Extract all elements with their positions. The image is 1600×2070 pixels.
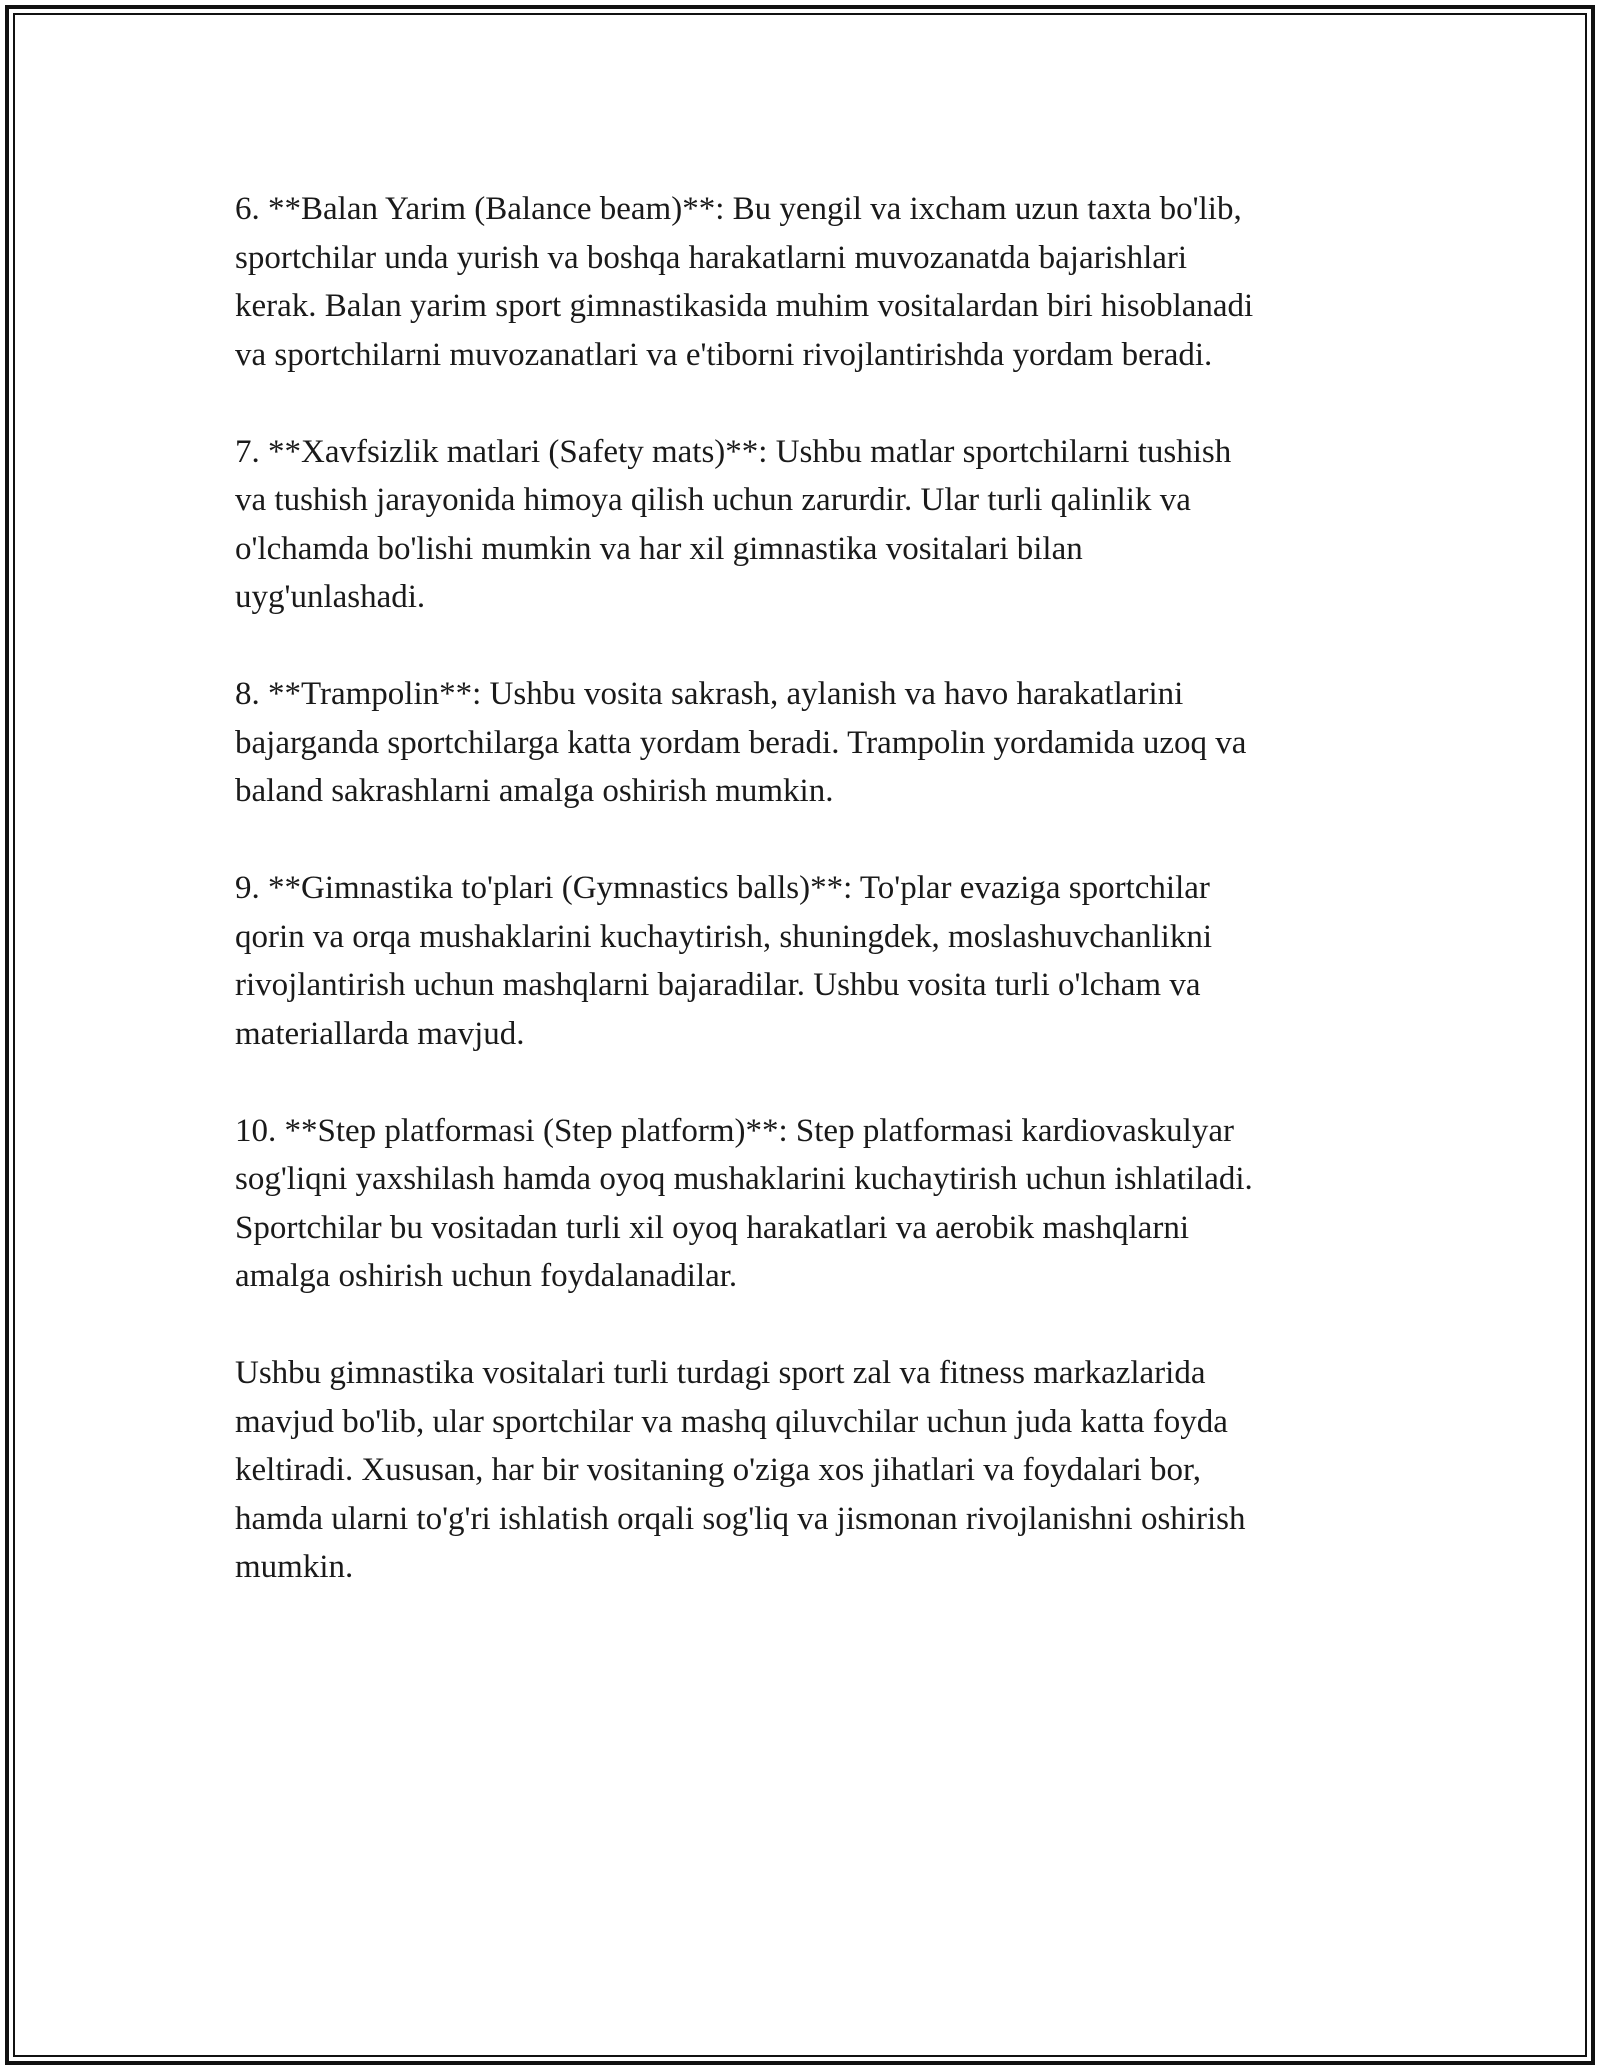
paragraph-safety-mats: 7. **Xavfsizlik matlari (Safety mats)**: Ushbu matlar sportchilarni tushish va tushish jarayonida himoya qilish uchun zarurdir. Ular turli qalinlik va o'lchamda bo'lishi mumkin va har xil gimnastika vositalari bilan uyg'unlashadi. [235, 433, 1232, 615]
paragraph-gymnastics-balls: 9. **Gimnastika to'plari (Gymnastics balls)**: To'plar evaziga sportchilar qorin va orqa mushaklarini kuchaytirish, shuningdek, moslashuvchanlikni rivojlantirish uchun mashqlarni bajaradilar. Ushbu vosita turli o'lcham va materiallarda mavjud. [235, 870, 1212, 1052]
paragraph-balance-beam: 6. **Balan Yarim (Balance beam)**: Bu yengil va ixcham uzun taxta bo'lib, sportchilar unda yurish va boshqa harakatlarni muvozanatda bajarishlari kerak. Balan yarim sport gimnastikasida muhim vositalardan biri hisoblanadi va sportchilarni muvozanatlari va e'tiborni rivojlantirishda yordam beradi. [235, 191, 1254, 373]
paragraph-conclusion: Ushbu gimnastika vositalari turli turdagi sport zal va fitness markazlarida mavjud bo'lib, ular sportchilar va mashq qiluvchilar uchun juda katta foyda keltiradi. Xususan, har bir vositaning o'ziga xos jihatlari va foydalari bor, hamda ularni to'g'ri ishlatish orqali sog'liq va jismonan rivojlanishni oshirish mumkin. [235, 1355, 1246, 1585]
paragraph-trampolin: 8. **Trampolin**: Ushbu vosita sakrash, aylanish va havo harakatlarini bajarganda sportchilarga katta yordam beradi. Trampolin yordamida uzoq va baland sakrashlarni amalga oshirish mumkin. [235, 676, 1247, 809]
document-body [235, 185, 1375, 1640]
paragraph-step-platform: 10. **Step platformasi (Step platform)**: Step platformasi kardiovaskulyar sog'liqni yaxshilash hamda oyoq mushaklarini kuchaytirish uchun ishlatiladi. Sportchilar bu vositadan turli xil oyoq harakatlari va aerobik mashqlarni amalga oshirish uchun foydalanadilar. [235, 1112, 1253, 1294]
